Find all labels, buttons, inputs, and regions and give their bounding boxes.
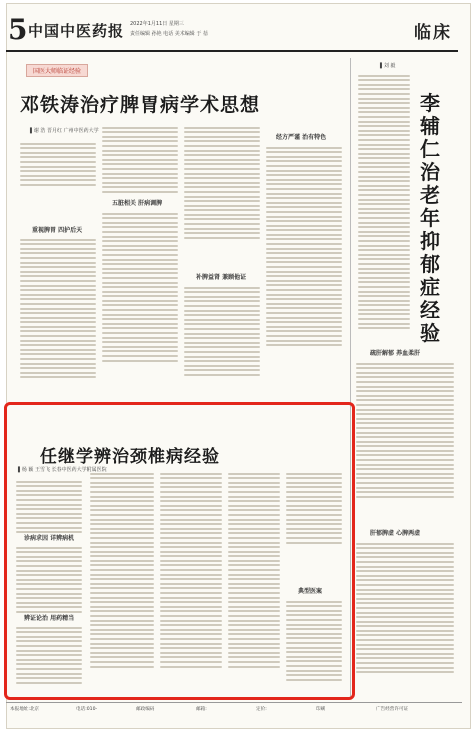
top-article-byline: ▌谢 浩 晋月红 广州中医药大学: [30, 128, 99, 134]
hl-col-1c: [16, 624, 82, 686]
footer-item: 定价:: [256, 707, 267, 712]
right-subhead-1: 疏肝解郁 养血柔肝: [370, 350, 421, 357]
masthead: [6, 14, 458, 52]
footer-item: 广告经营许可证: [376, 707, 409, 712]
highlight-article-byline: ▌杨 颖 王雪飞 长春中医药大学附属医院: [18, 467, 107, 473]
right-article-byline: ▌刘 毅: [380, 63, 396, 69]
paper-name: 中国中医药报: [28, 22, 125, 40]
footer-item: 本报地址:北京: [10, 707, 40, 712]
top-article-col-3: [184, 124, 260, 241]
top-article-col-2: [102, 124, 178, 196]
top-subhead-2: 五脏相关 肝病调脾: [112, 200, 163, 207]
top-article-headline: 邓铁涛治疗脾胃病学术思想: [20, 94, 261, 116]
top-subhead-3: 补脾益肾 兼顾他证: [196, 274, 247, 281]
hl-subhead-2: 辨证论治 用药精当: [24, 615, 75, 622]
hl-subhead-1: 诊病求因 详辨病机: [24, 535, 75, 542]
right-article-col-3: [356, 540, 454, 676]
section-title: 临床: [414, 23, 452, 43]
top-article-col-2b: [102, 210, 178, 364]
right-article-headline: 李辅仁治老年抑郁症经验: [420, 91, 440, 345]
top-article-col-3b: [184, 284, 260, 378]
column-tag: 国医大师临证经验: [26, 64, 88, 77]
highlight-article-headline: 任继学辨治颈椎病经验: [40, 447, 220, 467]
hl-col-4: [228, 470, 280, 670]
top-article-col-1: [20, 140, 96, 189]
hl-col-3: [160, 470, 222, 670]
right-article-col-2: [356, 360, 454, 500]
hl-col-1b: [16, 544, 82, 616]
page-number: 5: [8, 13, 28, 46]
right-article-col-1: [358, 72, 410, 332]
footer-item: 邮箱:: [196, 707, 207, 712]
footer-item: 电话:010-: [76, 707, 98, 712]
page-footer: [6, 702, 462, 715]
footer-item: 印刷: [316, 707, 326, 712]
issue-date: 2022年1月11日 星期三: [130, 21, 184, 27]
top-subhead-1: 重视脾胃 四护后天: [32, 227, 83, 234]
hl-col-2: [90, 470, 154, 670]
footer-item: 邮政编码: [136, 707, 155, 712]
hl-col-1: [16, 478, 82, 536]
top-article-col-4: [266, 144, 342, 349]
top-article-col-1b: [20, 236, 96, 381]
hl-subhead-3: 典型医案: [298, 588, 323, 595]
right-subhead-2: 肝郁脾虚 心脾两虚: [370, 530, 421, 537]
hl-col-5: [286, 470, 342, 546]
top-subhead-4: 经方严谨 治有特色: [276, 134, 327, 141]
editor-line: 责任编辑 孙艳 电话 美术编辑 于 蓓: [130, 31, 208, 37]
hl-col-5b: [286, 598, 342, 683]
